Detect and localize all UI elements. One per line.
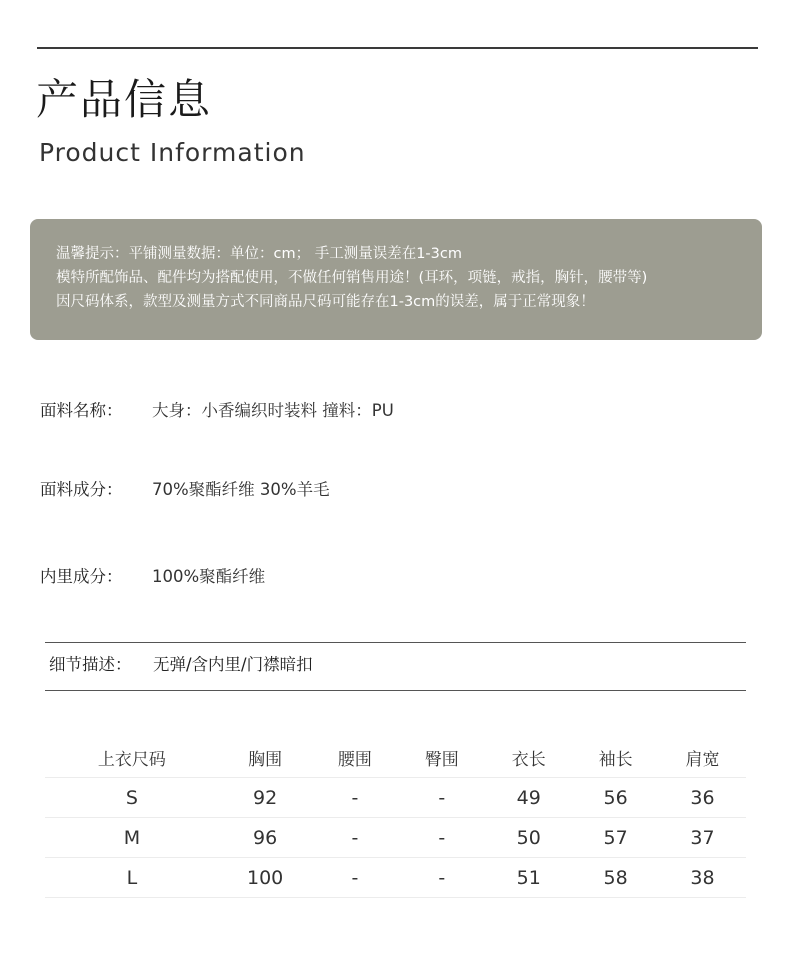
- page-subtitle: Product Information: [39, 138, 306, 167]
- notice-line: 模特所配饰品、配件均为搭配使用，不做任何销售用途！(耳环，项链，戒指，胸针，腰带等): [56, 270, 648, 286]
- table-cell: 38: [659, 858, 746, 898]
- header-hip: 臀围: [398, 737, 485, 778]
- header-chest: 胸围: [219, 737, 312, 778]
- table-row: [45, 858, 746, 898]
- table-cell: 58: [572, 858, 659, 898]
- table-row: [45, 778, 746, 818]
- table-cell: 50: [485, 818, 572, 858]
- table-cell: 36: [659, 778, 746, 818]
- header-waist: 腰围: [311, 737, 398, 778]
- table-cell: -: [398, 818, 485, 858]
- table-cell: -: [398, 778, 485, 818]
- size-table: [45, 737, 746, 898]
- table-cell: S: [45, 778, 219, 818]
- notice-line: 因尺码体系，款型及测量方式不同商品尺码可能存在1-3cm的误差，属于正常现象！: [56, 294, 595, 310]
- lining-composition-value: 100%聚酯纤维: [152, 567, 266, 586]
- fabric-name-row: [40, 399, 394, 423]
- top-divider: [37, 47, 758, 49]
- table-cell: 56: [572, 778, 659, 818]
- table-cell: -: [398, 858, 485, 898]
- details-bottom-divider: [45, 690, 746, 691]
- table-cell: L: [45, 858, 219, 898]
- fabric-composition-label: 面料成分：: [40, 480, 123, 499]
- page-title: 产品信息: [36, 75, 213, 124]
- table-cell: 49: [485, 778, 572, 818]
- notice-line: 温馨提示：平铺测量数据：单位：cm； 手工测量误差在1-3cm: [56, 246, 462, 262]
- header-sleeve: 袖长: [572, 737, 659, 778]
- table-cell: 51: [485, 858, 572, 898]
- table-row: [45, 818, 746, 858]
- table-cell: 37: [659, 818, 746, 858]
- table-cell: 96: [219, 818, 312, 858]
- table-cell: -: [311, 778, 398, 818]
- details-row: [49, 653, 313, 677]
- fabric-name-label: 面料名称：: [40, 401, 123, 420]
- table-cell: -: [311, 858, 398, 898]
- fabric-composition-row: [40, 478, 330, 502]
- details-value: 无弹/含内里/门襟暗扣: [153, 655, 313, 674]
- fabric-name-value: 大身：小香编织时装料 撞料：PU: [152, 401, 394, 420]
- notice-box: [30, 219, 762, 340]
- lining-composition-label: 内里成分：: [40, 567, 123, 586]
- table-cell: 57: [572, 818, 659, 858]
- lining-composition-row: [40, 565, 265, 589]
- table-cell: 100: [219, 858, 312, 898]
- header-size: 上衣尺码: [45, 737, 219, 778]
- table-cell: 92: [219, 778, 312, 818]
- details-label: 细节描述：: [49, 655, 132, 674]
- table-cell: -: [311, 818, 398, 858]
- header-length: 衣长: [485, 737, 572, 778]
- fabric-composition-value: 70%聚酯纤维 30%羊毛: [152, 480, 330, 499]
- table-cell: M: [45, 818, 219, 858]
- details-top-divider: [45, 642, 746, 643]
- header-shoulder: 肩宽: [659, 737, 746, 778]
- size-table-header-row: [45, 737, 746, 778]
